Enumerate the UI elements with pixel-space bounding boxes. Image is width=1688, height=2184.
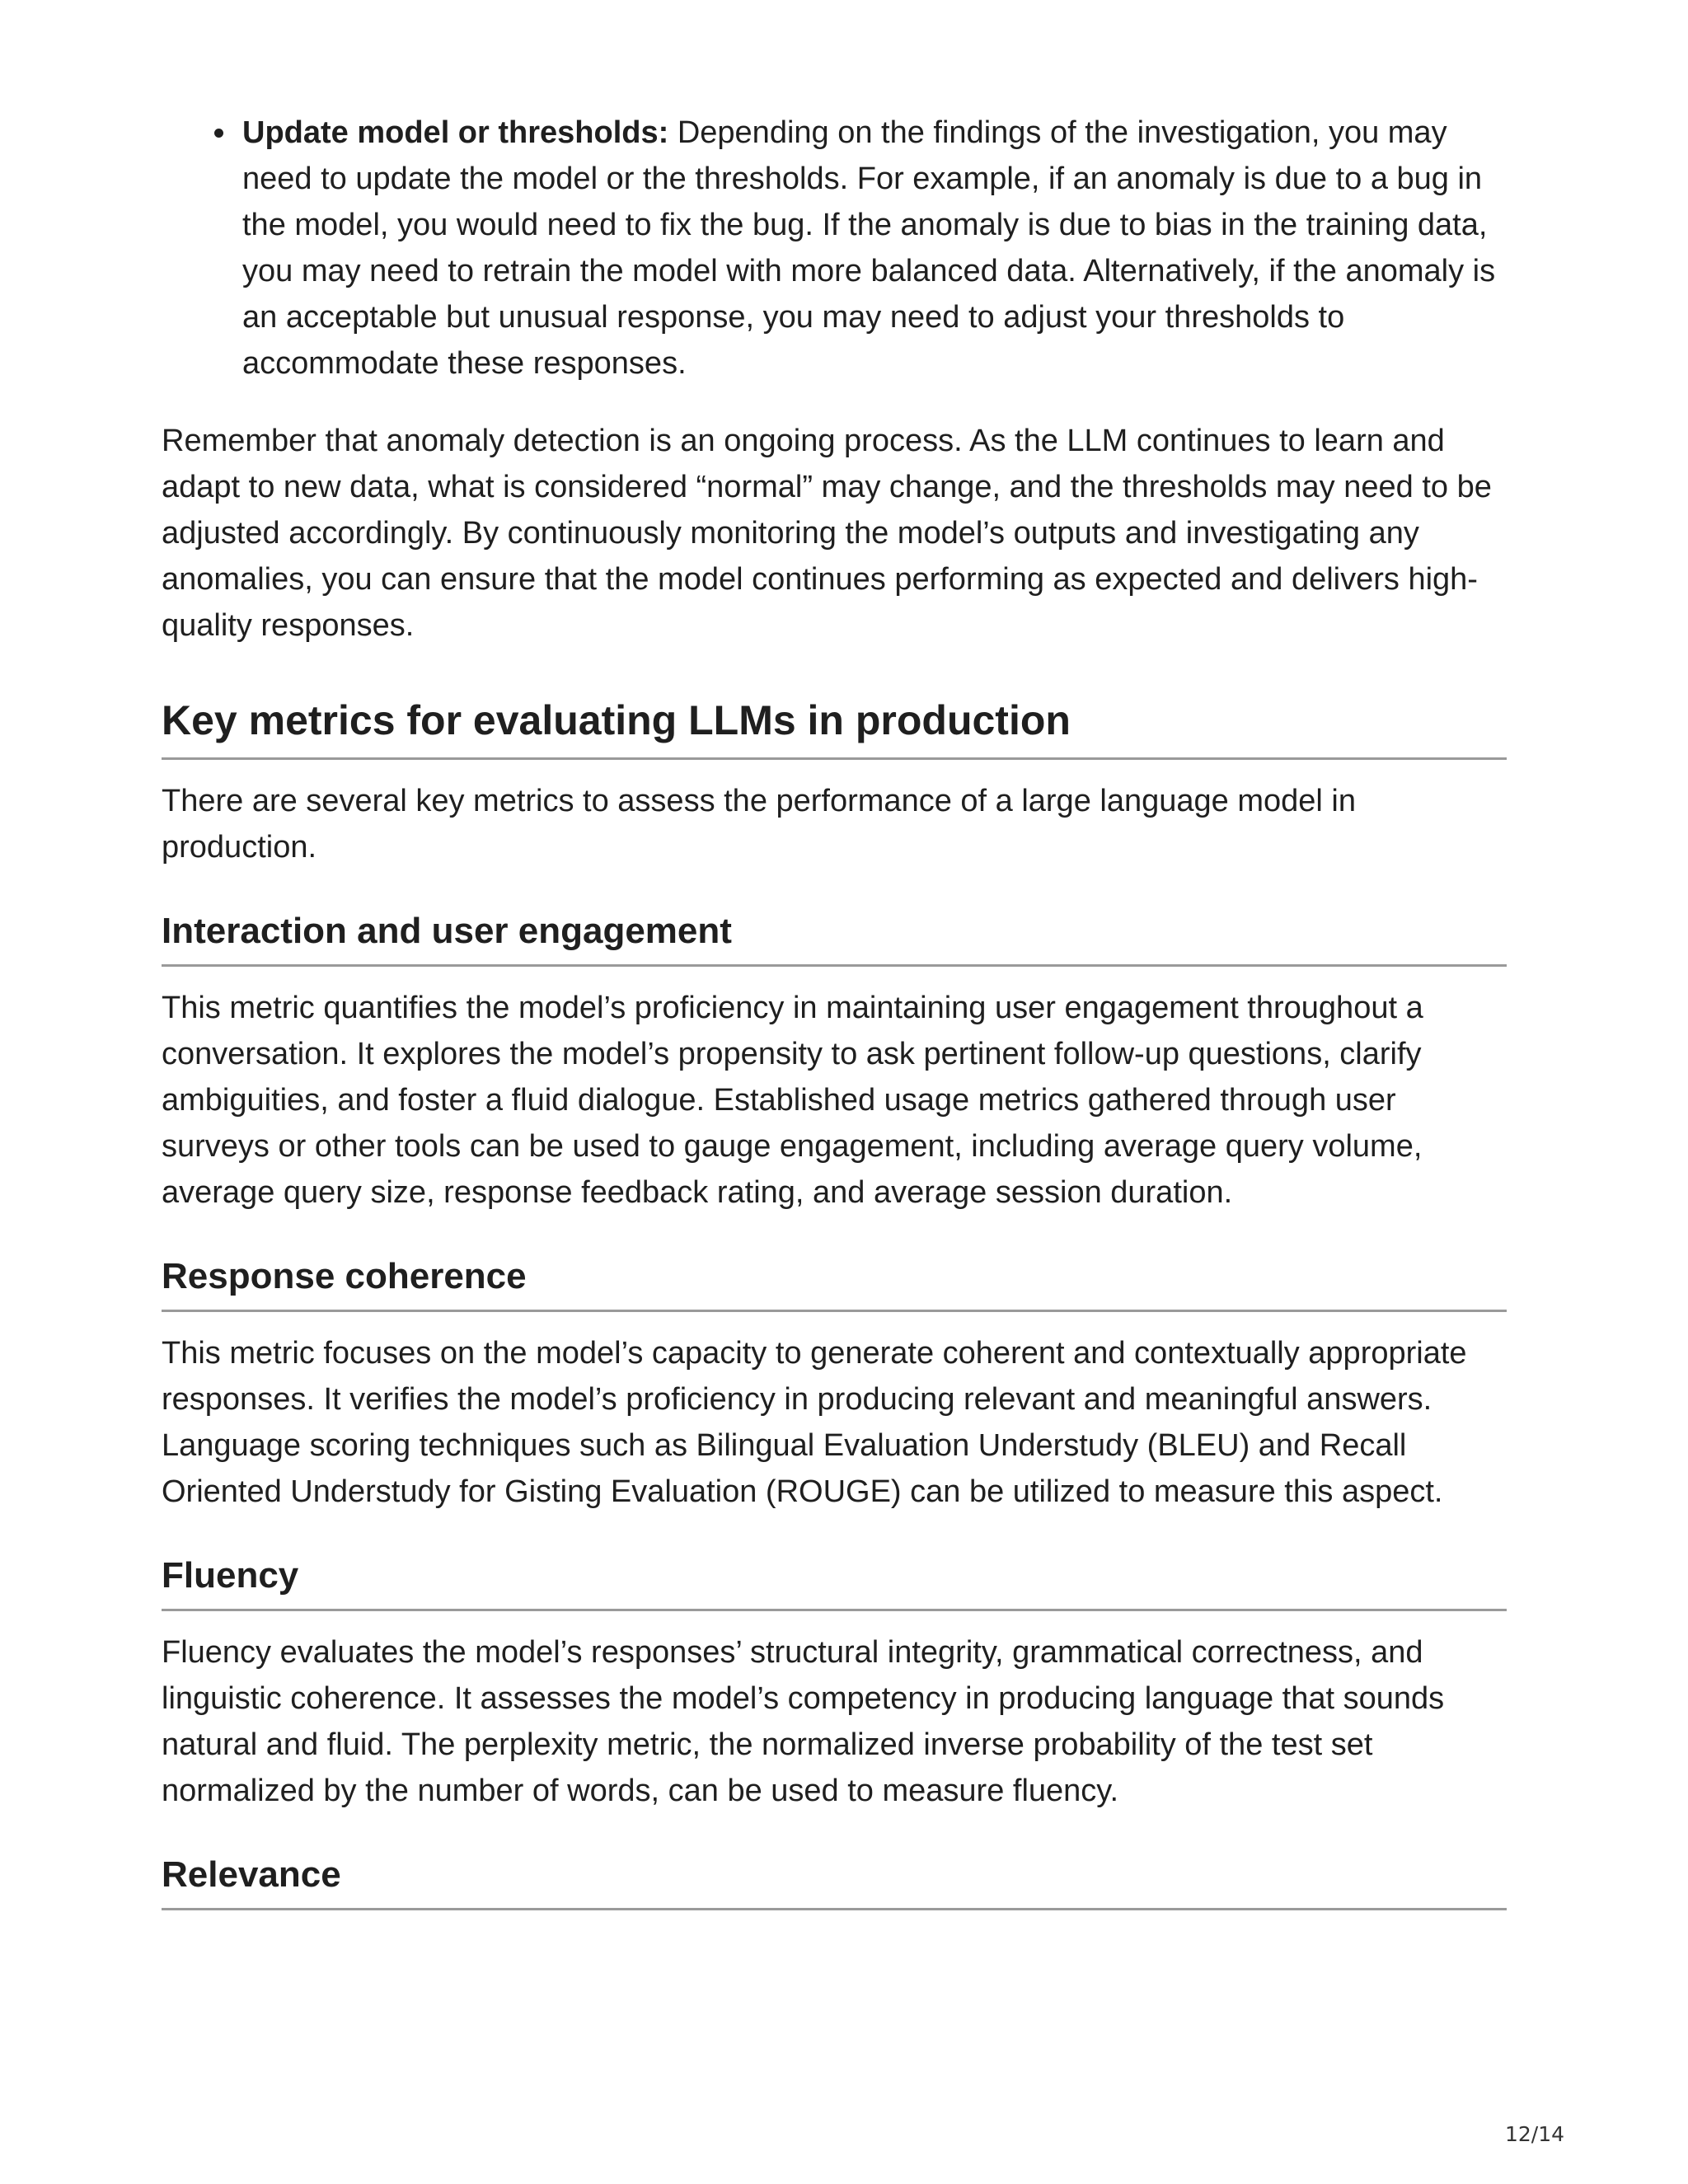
bullet-list <box>162 110 1507 387</box>
bullet-icon <box>214 129 223 138</box>
section-intro: There are several key metrics to assess the performance of a large language model in production. <box>162 784 1356 865</box>
document-content <box>162 110 1507 1910</box>
bullet-lead: Update model or thresholds: <box>242 115 669 150</box>
subsection-heading-fluency: Fluency <box>162 1553 1507 1611</box>
subsection-heading-coherence: Response coherence <box>162 1254 1507 1312</box>
section-heading: Key metrics for evaluating LLMs in production <box>162 695 1507 760</box>
subsection-body-engagement: This metric quantifies the model’s proficiency in maintaining user engagement throughout a conversation. It explores the model’s propensity to ask pertinent follow-up questions, clarify ambiguities, and foster a fluid dialogue. Established usage metrics gathered through user surveys or other tools can be used to gauge engagement, including average query volume, average query size, response feedback rating, and average session duration. <box>162 991 1423 1210</box>
bullet-text: Depending on the findings of the investigation, you may need to update the model or the thresholds. For example, if an anomaly is due to a bug in the model, you would need to fix the bug. If the anomaly is due to bias in the training data, you may need to retrain the model with more balanced data. Alternatively, if the anomaly is an acceptable but unusual response, you may need to adjust your thresholds to accommodate these responses. <box>242 115 1496 381</box>
subsection-heading-relevance: Relevance <box>162 1852 1507 1910</box>
subsection-body-coherence: This metric focuses on the model’s capacity to generate coherent and contextually appropriate responses. It verifies the model’s proficiency in producing relevant and meaningful answers. Language scoring techniques such as Bilingual Evaluation Understudy (BLEU) and Recall Oriented Understudy for Gisting Evaluation (ROUGE) can be utilized to measure this aspect. <box>162 1336 1467 1509</box>
remember-paragraph: Remember that anomaly detection is an ongoing process. As the LLM continues to learn and adapt to new data, what is considered “normal” may change, and the thresholds may need to be adjusted accordingly. By continuously monitoring the model’s outputs and investigating any anomalies, you can ensure that the model continues performing as expected and delivers high-quality responses. <box>162 424 1492 643</box>
page-number: 12/14 <box>1504 2122 1564 2146</box>
subsection-heading-engagement: Interaction and user engagement <box>162 908 1507 967</box>
list-item <box>242 110 1507 387</box>
subsection-body-fluency: Fluency evaluates the model’s responses’ structural integrity, grammatical correctness, and linguistic coherence. It assesses the model’s competency in producing language that sounds natural and fluid. The perplexity metric, the normalized inverse probability of the test set normalized by the number of words, can be used to measure fluency. <box>162 1635 1445 1808</box>
